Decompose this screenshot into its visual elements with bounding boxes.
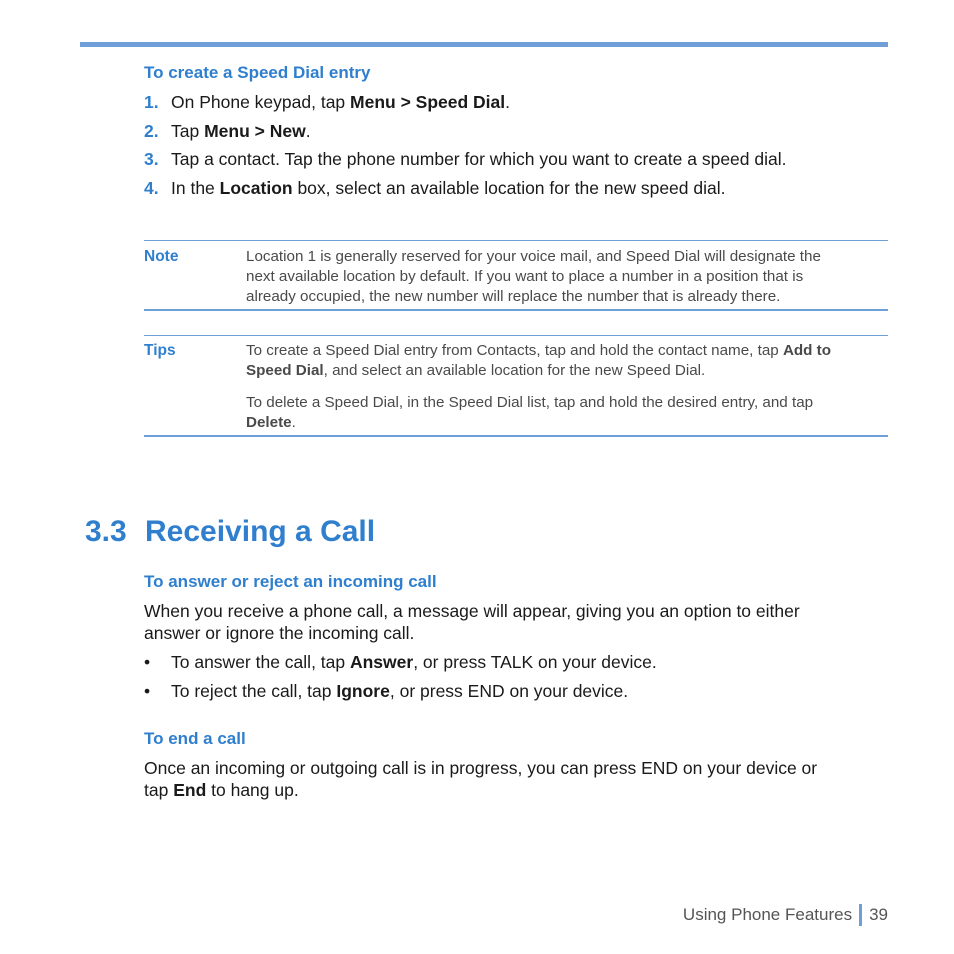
- step-number: 2.: [144, 121, 159, 141]
- answer-heading: To answer or reject an incoming call: [144, 572, 437, 591]
- tip-line: [246, 413, 878, 433]
- tip-line: [246, 361, 878, 381]
- tip-1: [246, 341, 878, 381]
- section-title-text: Receiving a Call: [145, 515, 376, 548]
- speed-dial-heading: To create a Speed Dial entry: [144, 63, 371, 82]
- bullet-reject: [144, 680, 628, 702]
- step-2: [144, 120, 311, 142]
- note-text: [246, 247, 878, 307]
- page-footer: [683, 904, 888, 926]
- bullet-text: To answer the call, tap: [171, 652, 350, 672]
- footer-separator: [859, 904, 862, 926]
- tips-box: [144, 335, 888, 437]
- tip-text: To create a Speed Dial entry from Contacts, tap and hold the contact name, tap: [246, 342, 783, 359]
- end-text: tap: [144, 780, 174, 800]
- end-line: [144, 779, 817, 801]
- step-text: On Phone keypad, tap: [171, 92, 351, 112]
- step-text: In the: [171, 178, 220, 198]
- bullet-dot: •: [144, 681, 151, 701]
- note-line: next available location by default. If you want to place a number in a position that is: [246, 268, 804, 285]
- bullet-text: , or press END on your device.: [389, 681, 629, 701]
- tip-line: [246, 341, 878, 361]
- step-3: [144, 148, 786, 170]
- end-call-text: [144, 757, 817, 801]
- section-title: [85, 515, 375, 549]
- top-rule: [80, 42, 888, 47]
- tip-text: , and select an available location for the new Speed Dial.: [323, 362, 706, 379]
- bullet-bold: Ignore: [336, 681, 390, 701]
- step-number: 1.: [144, 92, 159, 112]
- step-1: [144, 91, 510, 113]
- tip-bold: Delete: [246, 414, 292, 431]
- answer-intro: [144, 600, 800, 644]
- note-line: already occupied, the new number will replace the number that is already there.: [246, 288, 781, 305]
- chapter-name: Using Phone Features: [682, 905, 853, 924]
- step-bold: Location: [219, 178, 293, 198]
- section-number: 3.3: [85, 515, 127, 548]
- step-text: Tap a contact. Tap the phone number for which you want to create a speed dial.: [171, 149, 787, 169]
- note-box: [144, 240, 888, 311]
- step-bold: Menu > New: [204, 121, 306, 141]
- step-text: .: [305, 121, 311, 141]
- step-text: .: [505, 92, 511, 112]
- page-number: 39: [869, 905, 888, 924]
- step-bold: Menu > Speed Dial: [350, 92, 506, 112]
- step-text: box, select an available location for the new speed dial.: [292, 178, 726, 198]
- tip-2: [246, 393, 878, 433]
- intro-line: When you receive a phone call, a message will appear, giving you an option to either: [144, 601, 800, 621]
- end-bold: End: [173, 780, 207, 800]
- tip-text: .: [291, 414, 296, 431]
- step-number: 4.: [144, 178, 159, 198]
- tip-bold: Add to: [782, 342, 832, 359]
- end-text: to hang up.: [206, 780, 299, 800]
- note-line: Location 1 is generally reserved for your voice mail, and Speed Dial will designate the: [246, 248, 821, 265]
- step-number: 3.: [144, 149, 159, 169]
- end-call-heading: To end a call: [144, 729, 246, 748]
- intro-line: answer or ignore the incoming call.: [144, 623, 415, 643]
- bullet-text: , or press TALK on your device.: [413, 652, 657, 672]
- step-4: [144, 177, 726, 199]
- tip-line: To delete a Speed Dial, in the Speed Dial list, tap and hold the desired entry, and tap: [246, 394, 814, 411]
- end-line: Once an incoming or outgoing call is in progress, you can press END on your device or: [144, 758, 818, 778]
- tips-label: Tips: [144, 342, 176, 359]
- bullet-dot: •: [144, 652, 151, 672]
- bullet-bold: Answer: [349, 652, 414, 672]
- note-label: Note: [144, 248, 179, 265]
- bullet-text: To reject the call, tap: [171, 681, 337, 701]
- tip-bold: Speed Dial: [246, 362, 324, 379]
- step-text: Tap: [171, 121, 205, 141]
- bullet-answer: [144, 651, 657, 673]
